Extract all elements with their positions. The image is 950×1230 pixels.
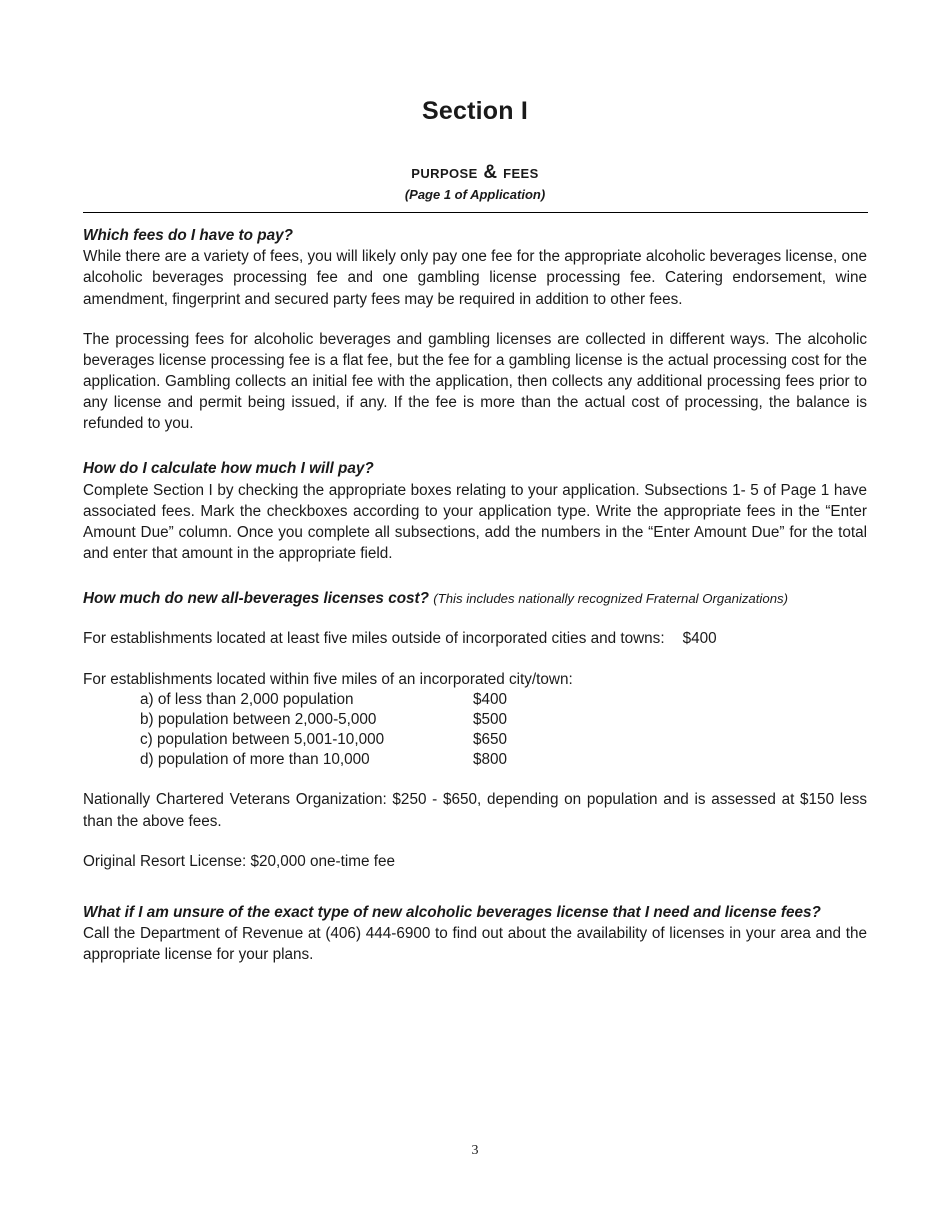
paragraph-processing-fees: The processing fees for alcoholic beverages and gambling licenses are collected in different ways. The alcoholic beverages license processing fee is a flat fee, but the fee for a gambling license is the actual processing cost for the application. Gambling collects an initial fee with the application, then collects any additional processing fees prior to any license and permit being issued, if any. If the fee is more than the actual cost of processing, the balance is refunded to you. [83, 330, 867, 433]
section-heading: purpose & fees [411, 161, 539, 183]
spacer [83, 564, 867, 588]
question-heading-unsure-license-type: What if I am unsure of the exact type of new alcoholic beverages license that I need and license fees? [83, 903, 821, 921]
fee-line-outside-city-amount: $400 [682, 630, 717, 648]
spacer [83, 872, 867, 902]
question-heading-how-calculate: How do I calculate how much I will pay? [83, 460, 374, 478]
fee-row-amount: $500 [473, 710, 508, 728]
fee-row-label: d) population of more than 10,000 [140, 751, 370, 769]
paragraph-fee-variety: While there are a variety of fees, you will likely only pay one fee for the appropriate alcoholic beverages license, one alcoholic beverages processing fee and one gambling license processing fee. Catering endorsement, wine amendment, fingerprint and secured party fees may be required in addition to other fees. [83, 248, 867, 308]
spacer [83, 832, 867, 851]
fee-list-intro-within-city: For establishments located within five miles of an incorporated city/town: [83, 670, 573, 688]
fee-row-amount: $800 [473, 751, 508, 769]
fee-table [83, 690, 867, 771]
fee-row-label: c) population between 5,001-10,000 [140, 731, 385, 749]
page-title: Section I [422, 97, 528, 125]
fee-row-amount: $400 [473, 690, 508, 708]
spacer [83, 770, 867, 789]
page-number: 3 [471, 1143, 479, 1158]
spacer [83, 434, 867, 458]
fee-line-outside-city [83, 628, 867, 649]
table-row [83, 690, 867, 710]
paragraph-veterans-organization-fee: Nationally Chartered Veterans Organization: $250 - $650, depending on population and is assessed at $150 less than the above fees. [83, 791, 867, 830]
document-body [83, 213, 867, 965]
table-row [83, 730, 867, 750]
paragraph-resort-license-fee: Original Resort License: $20,000 one-time fee [83, 852, 396, 870]
paragraph-contact-department-of-revenue: Call the Department of Revenue at (406) 444-6900 to find out about the availability of licenses in your area and the appropriate license for your plans. [83, 925, 867, 964]
spacer [83, 310, 867, 329]
question-heading-all-beverages-cost [83, 588, 867, 609]
spacer [83, 650, 867, 669]
table-row [83, 710, 867, 730]
spacer [83, 609, 867, 628]
fee-row-amount: $650 [473, 731, 508, 749]
question-heading-which-fees: Which fees do I have to pay? [83, 226, 293, 244]
fee-row-label: b) population between 2,000-5,000 [140, 710, 377, 728]
fee-line-outside-city-label: For establishments located at least five miles outside of incorporated cities and towns: [83, 630, 665, 648]
question-heading-text: How much do new all-beverages licenses cost? [83, 590, 429, 608]
question-heading-note: (This includes nationally recognized Fraternal Organizations) [433, 591, 789, 607]
table-row [83, 750, 867, 770]
paragraph-calculate-instructions: Complete Section I by checking the appropriate boxes relating to your application. Subsections 1- 5 of Page 1 have associated fees. Mark the checkboxes according to your application type. Write the appropriate fees in the “Enter Amount Due” column. Once you complete all subsections, add the numbers in the “Enter Amount Due” for the total and enter that amount in the appropriate field. [83, 481, 867, 562]
section-subheading: (Page 1 of Application) [404, 187, 546, 203]
fee-row-label: a) of less than 2,000 population [140, 690, 354, 708]
